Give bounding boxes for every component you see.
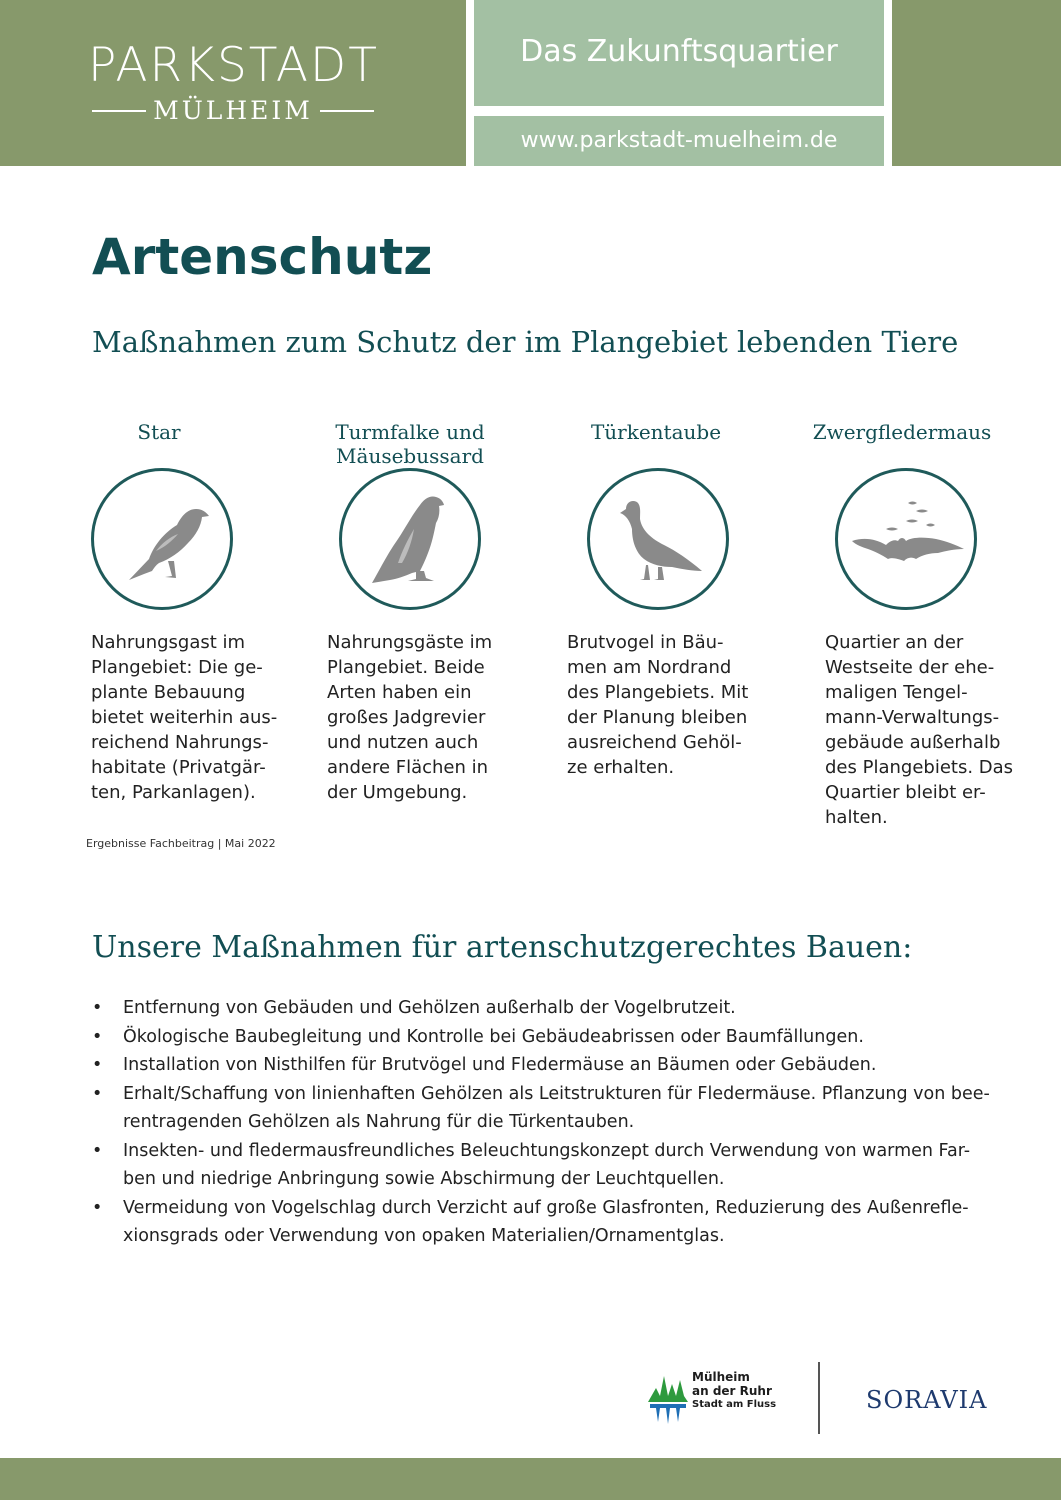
list-item [92, 1080, 992, 1137]
species-description: Brutvogel in Bäu- men am Nordrand des Plangebiets. Mit der Planung bleiben ausreichend Gehöl- ze erhalten. [567, 632, 749, 778]
measure-text: Vermeidung von Vogelschlag durch Verzicht auf große Glasfronten, Reduzierung des Außenrefle- xionsgrads oder Verwendung von opaken Materialien/Ornamentglas. [123, 1197, 969, 1246]
measures-list [92, 994, 992, 1251]
measure-text: Erhalt/Schaffung von linienhaften Gehölzen als Leitstrukturen für Fledermäuse. Pflanzung von bee- rentragenden Gehölzen als Nahrung für die Türkentauben. [123, 1083, 990, 1132]
city-logo-line1: Mülheim [692, 1370, 750, 1384]
measure-text: Ökologische Baubegleitung und Kontrolle bei Gebäudeabrissen oder Baumfällungen. [123, 1026, 864, 1047]
species-description: Nahrungsgäste im Plangebiet. Beide Arten haben ein großes Jadgrevier und nutzen auch andere Flächen in der Umgebung. [327, 632, 493, 803]
url-box [474, 116, 884, 166]
measure-text: Installation von Nisthilfen für Brutvögel und Fledermäuse an Bäumen oder Gebäuden. [123, 1055, 877, 1075]
species-name: Star [137, 420, 181, 444]
starling-icon [102, 479, 222, 599]
header-divider-right [884, 0, 892, 166]
species-description: Quartier an der Westseite der ehe- maligen Tengel- mann-Verwaltungs- gebäude außerhalb des Plangebiets. Das Quartier bleibt er- halten. [825, 632, 1014, 828]
city-logo-text [692, 1370, 776, 1412]
species-icon-circle [835, 468, 977, 610]
bullet: • [92, 1055, 103, 1075]
footer-logos [646, 1362, 986, 1434]
species-name: Turmfalke und Mäusebussard [335, 420, 485, 468]
city-logo-line3: Stadt am Fluss [692, 1399, 777, 1410]
page-subtitle: Maßnahmen zum Schutz der im Plangebiet lebenden Tiere [92, 325, 959, 359]
brand-title: PARKSTADT [88, 38, 379, 93]
list-item [92, 1023, 992, 1052]
source-note: Ergebnisse Fachbeitrag | Mai 2022 [86, 837, 276, 850]
city-logo-line2: an der Ruhr [692, 1384, 772, 1398]
bullet: • [92, 1083, 103, 1104]
tagline-box [474, 0, 884, 106]
footer-bar [0, 1458, 1061, 1500]
species-name: Türkentaube [590, 420, 722, 444]
list-item [92, 1194, 992, 1251]
page-title: Artenschutz [92, 228, 433, 286]
species-description: Nahrungsgast im Plangebiet: Die ge- plante Bebauung bietet weiterhin aus- reichend Nahrungs- habitate (Privatgär- ten, Parkanlagen). [91, 632, 278, 803]
brand-subtitle-row [92, 96, 374, 128]
brand-logo [0, 0, 466, 166]
measure-text: Insekten- und fledermausfreundliches Beleuchtungskonzept durch Verwendung von warmen Far- ben und niedrige Anbringung sowie Abschirmung der Leuchtquellen. [123, 1140, 971, 1189]
page-header [0, 0, 1061, 166]
brand-subtitle: MÜLHEIM [153, 96, 313, 125]
measures-title: Unsere Maßnahmen für artenschutzgerechtes Bauen: [92, 930, 913, 965]
species-icon-circle [91, 468, 233, 610]
bullet: • [92, 1197, 103, 1218]
logo-divider [818, 1362, 820, 1434]
bat-icon [846, 479, 966, 599]
species-icon-circle [587, 468, 729, 610]
list-item [92, 1137, 992, 1194]
brand-rule-right [320, 110, 374, 112]
bullet: • [92, 1026, 103, 1047]
bullet: • [92, 1140, 103, 1161]
website-link[interactable]: www.parkstadt-muelheim.de [520, 128, 838, 153]
bullet: • [92, 998, 103, 1018]
list-item [92, 1051, 992, 1080]
measure-text: Entfernung von Gebäuden und Gehölzen außerhalb der Vogelbrutzeit. [123, 998, 736, 1018]
species-name: Zwergfledermaus [812, 420, 992, 444]
species-icon-circle [339, 468, 481, 610]
header-divider-left [466, 0, 474, 166]
city-logo-icon [646, 1368, 690, 1424]
falcon-icon [350, 479, 470, 599]
header-divider-middle [474, 106, 884, 116]
tagline: Das Zukunftsquartier [520, 34, 838, 69]
list-item [92, 994, 992, 1023]
partner-logo: SORAVIA [866, 1386, 988, 1414]
dove-icon [598, 479, 718, 599]
